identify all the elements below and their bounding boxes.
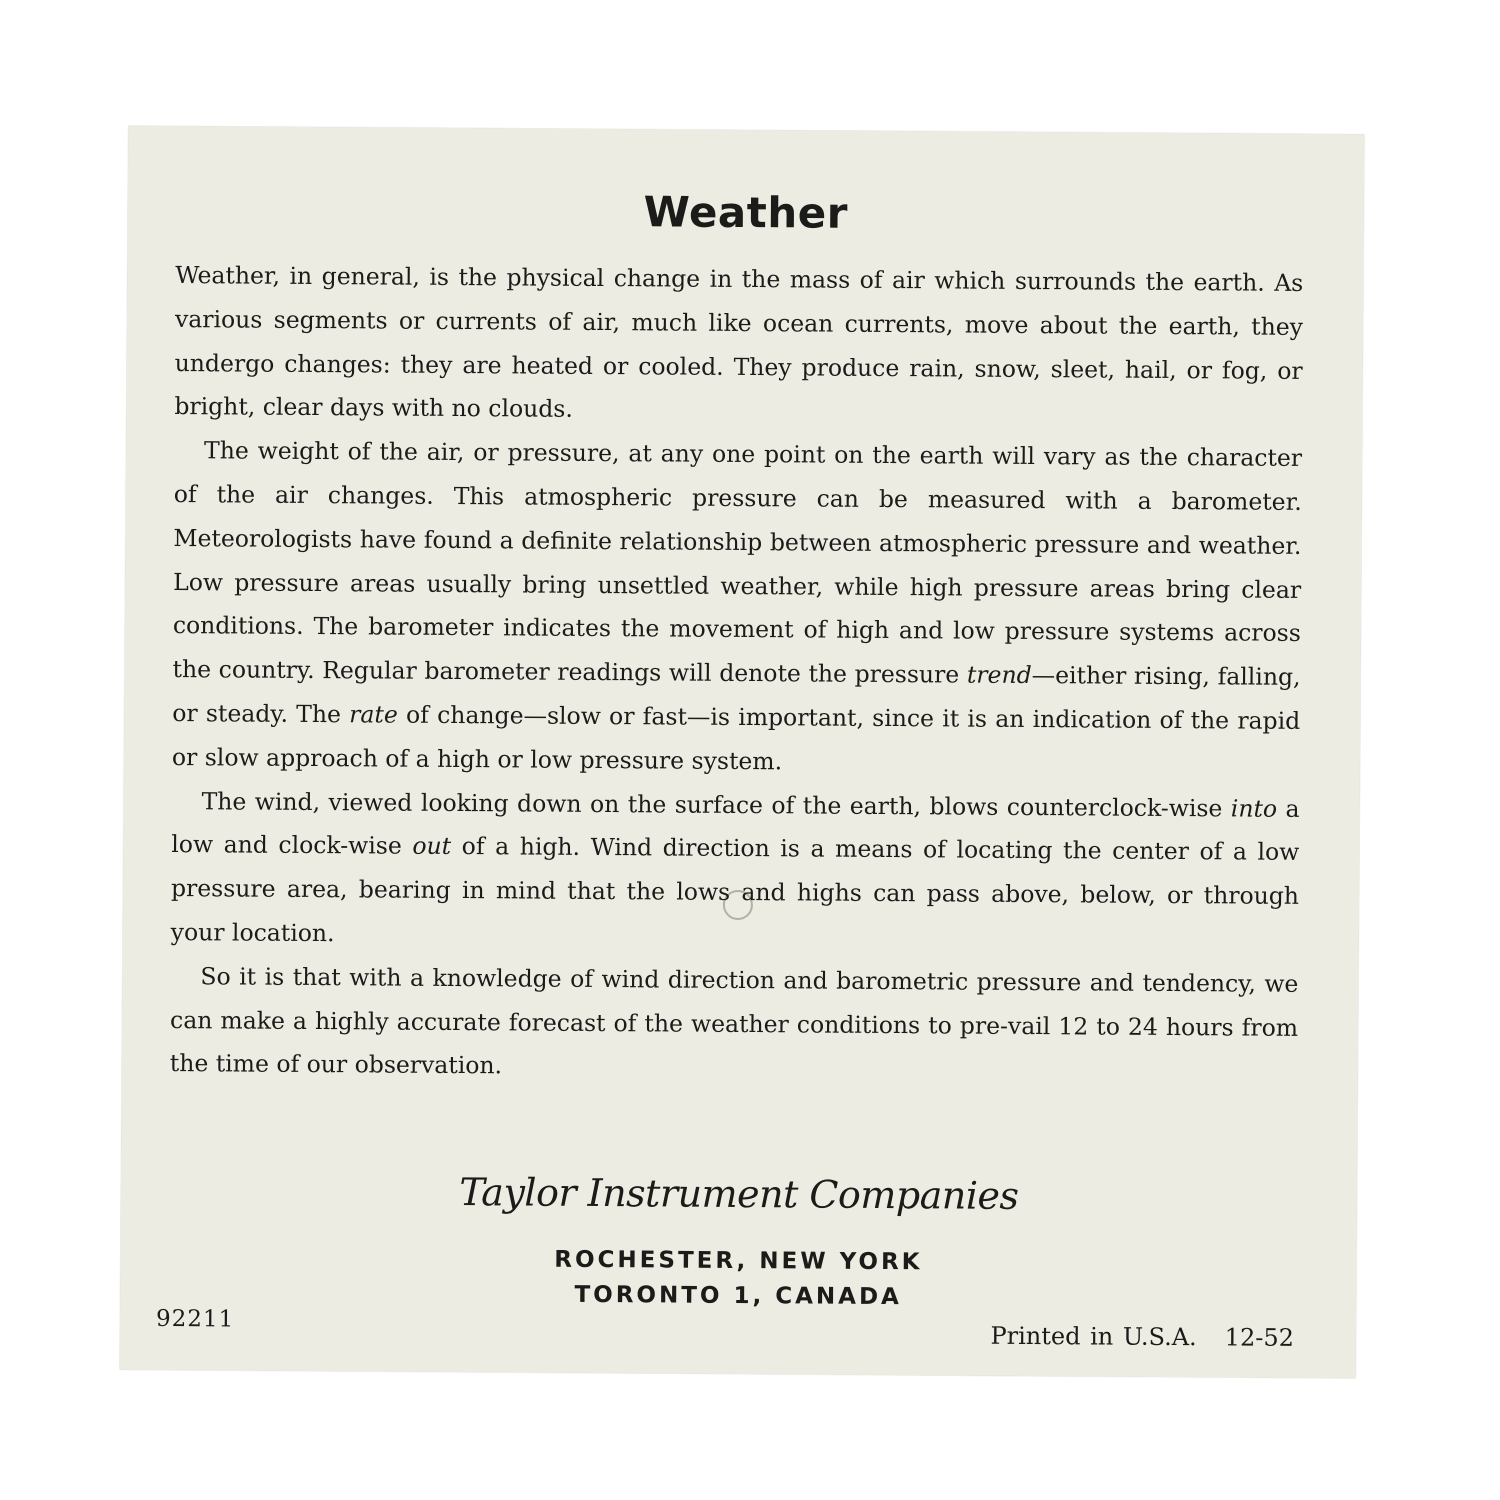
page-title: Weather (643, 187, 849, 238)
show-through-text (128, 166, 1364, 175)
paragraph-1: Weather, in general, is the physical change in the mass of air which surrounds the earth. As various segments or currents of air, much like ocean currents, move about the earth, they undergo changes: they are heated or cooled. They produce rain, snow, sleet, hail, or fog, or bright, clear days with no clouds. (174, 261, 1304, 424)
form-number: 92211 (155, 1305, 235, 1333)
body-text (170, 254, 1304, 1094)
address-line-2: TORONTO 1, CANADA (574, 1281, 902, 1311)
paragraph-2: The weight of the air, or pressure, at any one point on the earth will vary as the character of the air changes. This atmospheric pressure can be measured with a barometer. Meteorologists have found a definite relationship between atmospheric pressure and weather. Low pressure areas usually bring unsettled weather, while high pressure areas bring clear conditions. The barometer indicates the movement of high and low pressure systems across the country. Regular barometer readings will denote the pressure trend—either rising, falling, or steady. The rate of change—slow or fast—is important, since it is an indication of the rapid or slow approach of a high or low pressure system. (171, 436, 1303, 776)
print-date: 12-52 (1224, 1323, 1295, 1352)
paragraph-3: The wind, viewed looking down on the surface of the earth, blows counterclock-wise into a low and clock-wise out of a high. Wind direction is a means of locating the center of a low pressure area, bearing in mind that the lows and highs can pass above, below, or through your location. (170, 786, 1300, 948)
leaflet-page (120, 126, 1365, 1379)
printed-label: Printed in U.S.A. (990, 1321, 1197, 1352)
company-signature: Taylor Instrument Companies (459, 1170, 1019, 1218)
address-line-1: ROCHESTER, NEW YORK (554, 1246, 923, 1276)
printed-note (990, 1322, 1294, 1352)
paragraph-4: So it is that with a knowledge of wind direction and barometric pressure and tendency, we can make a highly accurate forecast of the weather conditions to pre-vail 12 to 24 hours from the time of our observation. (169, 961, 1299, 1080)
